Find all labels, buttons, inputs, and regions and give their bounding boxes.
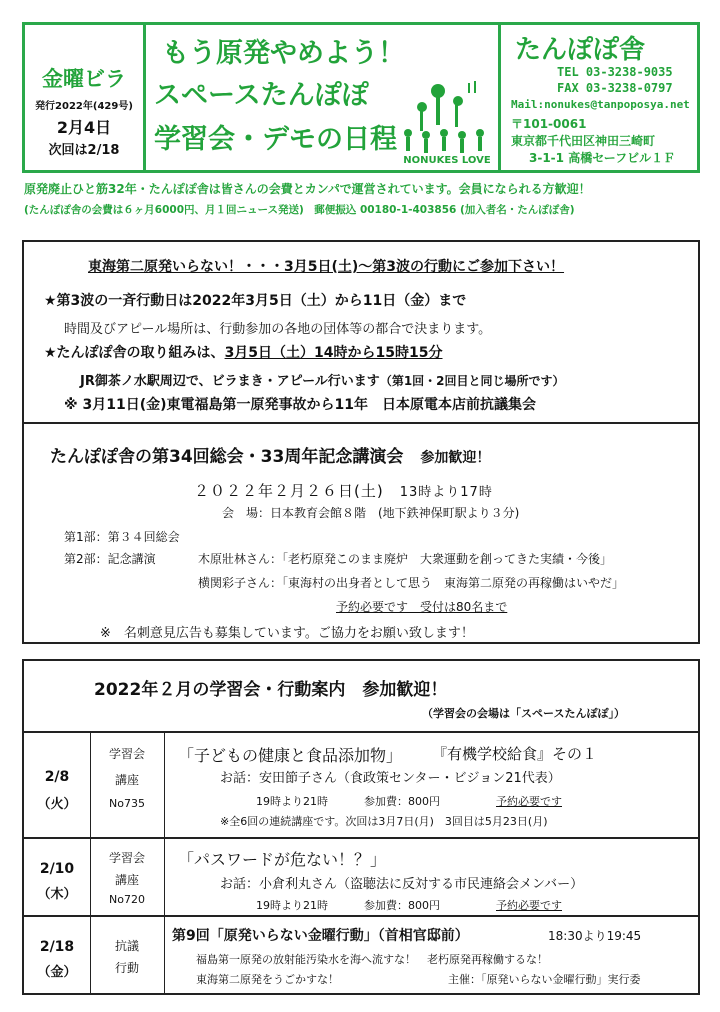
wave3-dates: ★第3波の一斉行動日は2022年3月5日（土）から11日（金）まで xyxy=(44,293,467,309)
part-1: 第1部：第３４回総会 xyxy=(64,530,180,544)
part-2-label: 第2部：記念講演 xyxy=(64,552,156,566)
row-date: 2/8 xyxy=(44,769,70,785)
row-number: No735 xyxy=(109,797,145,810)
row-organizer: 主催：「原発いらない金曜行動」実行委 xyxy=(448,973,641,986)
headline-1: もう原発やめよう！ xyxy=(162,38,405,69)
row-dow: （木） xyxy=(37,887,77,902)
org-name: たんぽぽ舎 xyxy=(515,35,646,65)
tokai-title: 東海第二原発いらない！・・・3月5日(土)～第3波の行動にご参加下さい！ xyxy=(88,259,565,275)
divider xyxy=(24,422,698,424)
meeting-reservation: 予約必要です 受付は80名まで xyxy=(336,600,508,614)
headline-2: スペースたんぽぽ xyxy=(154,80,369,111)
meeting-venue: 会 場：日本教育会館８階 (地下鉄神保町駅より３分) xyxy=(222,506,520,520)
zip: 〒101-0061 xyxy=(511,117,587,131)
fax: FAX 03-3238-0797 xyxy=(557,81,673,95)
row-title: 「子どもの健康と食品添加物」 xyxy=(178,746,403,765)
row-dow: （火） xyxy=(37,797,77,812)
event-section xyxy=(22,240,700,644)
wave3-note: 時間及びアピール場所は、行動参加の各地の団体等の都合で決まります。 xyxy=(64,322,492,337)
address-2: 3-1-1 高橋セーフビル１Ｆ xyxy=(529,151,676,165)
divider xyxy=(24,837,698,839)
row-note: ※全6回の連続講座です。次回は3月7日(月) 3回目は5月23日(月) xyxy=(220,815,548,828)
row-subtitle: 『有機学校給食』その１ xyxy=(432,745,598,763)
logo-text: NONUKES LOVE xyxy=(403,155,491,165)
meeting-date: ２０２２年２月２６日(土) 13時より17時 xyxy=(194,482,493,500)
divider xyxy=(164,731,165,993)
row-type: 学習会 xyxy=(108,851,145,865)
tel: TEL 03-3238-9035 xyxy=(557,65,673,79)
header-contact xyxy=(501,25,697,170)
row-type: 学習会 xyxy=(108,747,145,761)
ad-note: ※ 名刺意見広告も募集しています。ご協力をお願い致します！ xyxy=(100,626,474,641)
speaker-2: 横関彩子さん：「東海村の出身者として思う 東海第二原発の再稼働はいやだ」 xyxy=(198,576,625,590)
row-speaker: お話：安田節子さん（食政策センター・ビジョン21代表） xyxy=(220,771,561,786)
membership-text: (たんぽぽ舎の会費は６ヶ月6000円、月１回ニュース発送) 郵便振込 00180-1-403856 (加入者名・たんぽぽ舎) xyxy=(24,204,575,216)
row-type: 講座 xyxy=(114,873,139,887)
row-dow: （金） xyxy=(37,965,77,980)
row-fee: 参加費：800円 xyxy=(364,795,440,808)
row-type: 講座 xyxy=(114,773,139,787)
row-number: No720 xyxy=(109,893,145,906)
row-line: 東海第二原発をうごかすな！ xyxy=(196,973,339,986)
dandelion-people-logo-icon xyxy=(398,77,496,165)
divider xyxy=(24,915,698,917)
row-date: 2/10 xyxy=(39,861,75,877)
row-type: 抗議 xyxy=(114,939,139,953)
header xyxy=(22,22,700,173)
row-reservation: 予約必要です xyxy=(496,899,562,912)
schedule-title: 2022年２月の学習会・行動案内 参加歓迎！ xyxy=(94,680,448,700)
flyer-name: 金曜ビラ xyxy=(42,67,126,91)
headline-3: 学習会・デモの日程 xyxy=(154,124,397,155)
tanpopo-action: ★たんぽぽ舎の取り組みは、3月5日（土）14時から15時15分 xyxy=(44,345,443,361)
address-1: 東京都千代田区神田三崎町 xyxy=(511,134,656,148)
row-type: 行動 xyxy=(114,961,139,975)
row-title: 第9回「原発いらない金曜行動」（首相官邸前） xyxy=(172,928,469,944)
row-speaker: お話：小倉利丸さん（盗聴法に反対する市民連絡会メンバー） xyxy=(220,877,584,892)
email: Mail:nonukes@tanpoposya.net xyxy=(511,98,690,111)
next-issue: 次回は2/18 xyxy=(48,143,120,158)
row-date: 2/18 xyxy=(39,939,75,955)
row-time: 18:30より19:45 xyxy=(548,929,642,943)
row-title: 「パスワードが危ない！？」 xyxy=(178,850,387,869)
speaker-1: 木原壯林さん：「老朽原発このまま廃炉 大衆運動を創ってきた実績・今後」 xyxy=(198,552,613,566)
row-fee: 参加費：800円 xyxy=(364,899,440,912)
divider xyxy=(24,731,698,733)
header-title xyxy=(146,25,501,170)
issue-number: 発行2022年(429号) xyxy=(35,101,133,112)
schedule-venue-note: （学習会の会場は「スペースたんぽぽ」） xyxy=(422,707,625,720)
header-left xyxy=(25,25,146,170)
row-time: 19時より21時 xyxy=(256,795,328,808)
general-meeting-title: たんぽぽ舎の第34回総会・33周年記念講演会 参加歓迎！ xyxy=(50,447,491,467)
schedule-section xyxy=(22,659,700,995)
row-line: 福島第一原発の放射能汚染水を海へ流すな！ 老朽原発再稼働するな！ xyxy=(196,953,548,966)
issue-date: 2月4日 xyxy=(56,118,112,137)
support-text: 原発廃止ひと筋32年・たんぽぽ舎は皆さんの会費とカンパで運営されています。会員になられる方歓迎！ xyxy=(24,182,591,196)
protest-note: ※ 3月11日(金)東電福島第一原発事故から11年 日本原電本店前抗議集会 xyxy=(64,397,536,413)
ochanomizu-action: JR御茶ノ水駅周辺で、ビラまき・アピール行います（第1回・2回目と同じ場所です） xyxy=(80,374,565,389)
row-reservation: 予約必要です xyxy=(496,795,562,808)
row-time: 19時より21時 xyxy=(256,899,328,912)
